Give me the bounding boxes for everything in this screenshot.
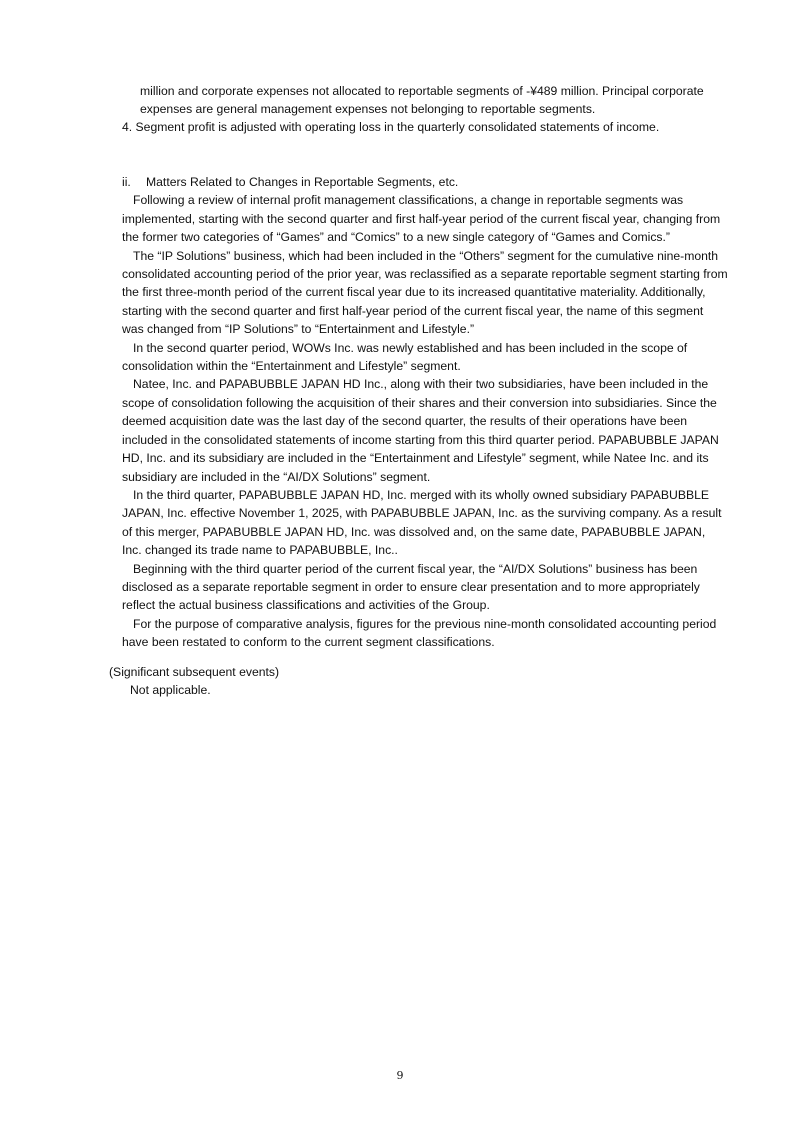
paragraph: Natee, Inc. and PAPABUBBLE JAPAN HD Inc., along with their two subsidiaries, have been included in the scope of consolidation following the acquisition of their shares and their conversion into subsidiaries. Since the deemed acquisition date was the last day of the second quarter, the results of their operations have been included in the consolidated statements of income starting from this third quarter period. PAPABUBBLE JAPAN HD, Inc. and its subsidiary are included in the “Entertainment and Lifestyle” segment, while Natee Inc. and its subsidiary are included in the “AI/DX Solutions” segment. [122,377,719,484]
paragraph: In the third quarter, PAPABUBBLE JAPAN HD, Inc. merged with its wholly owned subsidiary PAPABUBBLE JAPAN, Inc. effective November 1, 2025, with PAPABUBBLE JAPAN, Inc. as the surviving company. As a result of this merger, PAPABUBBLE JAPAN HD, Inc. was dissolved and, on the same date, PAPABUBBLE JAPAN, Inc. changed its trade name to PAPABUBBLE, Inc.. [122,487,722,558]
paragraph: In the second quarter period, WOWs Inc. was newly established and has been included in the scope of consolidation within the “Entertainment and Lifestyle” segment. [122,340,688,374]
paragraph: Following a review of internal profit management classifications, a change in reportable segments was implemented, starting with the second quarter and first half-year period of the current fiscal year, changing from the former two categories of “Games” and “Comics” to a new single category of “Games and Comics.” [122,193,721,245]
note-3-continued: million and corporate expenses not allocated to reportable segments of -¥489 million. Principal corporate expenses are general management expenses not belonging to reportable segments. [140,84,704,117]
section-heading [122,173,728,191]
paragraph: For the purpose of comparative analysis, figures for the previous nine-month consolidated accounting period have been restated to conform to the current segment classifications. [122,616,717,650]
subsequent-events-title: (Significant subsequent events) [109,665,280,679]
note-4: 4. Segment profit is adjusted with operating loss in the quarterly consolidated statements of income. [122,120,660,134]
paragraph: The “IP Solutions” business, which had been included in the “Others” segment for the cumulative nine-month consolidated accounting period of the prior year, was reclassified as a separate reportable segment starting from the first three-month period of the current fiscal year due to its increased quantitative materiality. Additionally, starting with the second quarter and first half-year period of the current fiscal year, the name of this segment was changed from “IP Solutions” to “Entertainment and Lifestyle.” [122,248,728,337]
subsequent-events-section [109,663,709,700]
section-title: Matters Related to Changes in Reportable Segments, etc. [146,175,459,189]
subsequent-events-body: Not applicable. [130,683,211,698]
section-number: ii. [122,175,131,189]
section-changes-in-reportable-segments [122,173,728,652]
paragraph: Beginning with the third quarter period of the current fiscal year, the “AI/DX Solutions” business has been disclosed as a separate reportable segment in order to ensure clear presentation and to more appropriately reflect the actual business classifications and activities of the Group. [122,561,700,613]
page-number: 9 [396,1069,404,1082]
